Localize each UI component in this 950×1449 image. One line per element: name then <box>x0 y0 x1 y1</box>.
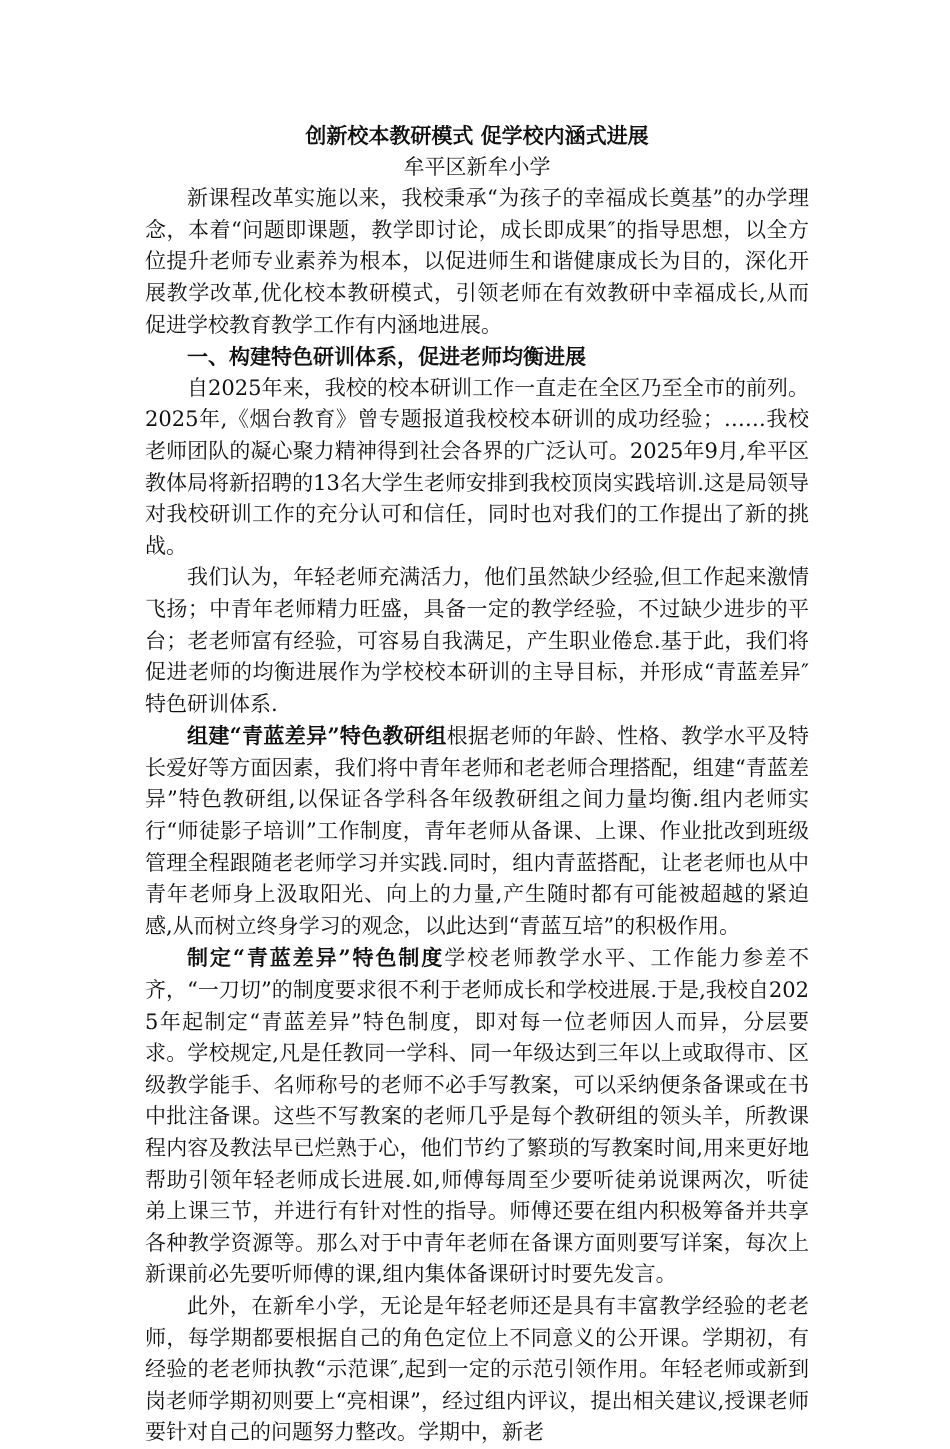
paragraph-1: 自2025年来，我校的校本研训工作一直走在全区乃至全市的前列。2025年,《烟台教育》曾专题报道我校校本研训的成功经验；……我校老师团队的凝心聚力精神得到社会各界的广泛认可。2025年9月,牟平区教体局将新招聘的13名大学生老师安排到我校顶岗实践培训.这是局领导对我校研训工作的充分认可和信任，同时也对我们的工作提出了新的挑战。 <box>145 375 809 558</box>
paragraph-3-lead: 组建“青蓝差异”特色教研组 <box>187 723 447 749</box>
paragraph-3-body: 根据老师的年龄、性格、教学水平及特长爱好等方面因素，我们将中青年老师和老老师合理搭配，组建“青蓝差异”特色教研组,以保证各学科各年级教研组之间力量均衡.组内老师实行“师徒影子培训”工作制度，青年老师从备课、上课、作业批改到班级管理全程跟随老老师学习并实践.同时，组内青蓝搭配，让老老师也从中青年老师身上汲取阳光、向上的力量,产生随时都有可能被超越的紧迫感,从而树立终身学习的观念，以此达到“青蓝互培”的积极作用。 <box>145 724 809 938</box>
paragraph-5: 此外，在新牟小学，无论是年轻老师还是具有丰富教学经验的老老师，每学期都要根据自己的角色定位上不同意义的公开课。学期初，有经验的老老师执教“示范课″,起到一定的示范引领作用。年轻老师或新到岗老师学期初则要上“亮相课”，经过组内评议，提出相关建议,授课老师要针对自己的问题努力整改。学期中，新老 <box>145 1293 809 1445</box>
document-body <box>145 120 809 1449</box>
paragraph-4-lead: 制定“青蓝差异”特色制度 <box>187 945 445 971</box>
document-author: 牟平区新牟小学 <box>403 154 551 179</box>
section-heading-1: 一、构建特色研训体系，促进老师均衡进展 <box>187 344 586 370</box>
document-title: 创新校本教研模式 促学校内涵式进展 <box>305 123 649 148</box>
intro-paragraph: 新课程改革实施以来，我校秉承“为孩子的幸福成长奠基”的办学理念，本着“问题即课题，教学即讨论，成长即成果″的指导思想，以全方位提升老师专业素养为根本，以促进师生和谐健康成长为目的，深化开展教学改革,优化校本教研模式，引领老师在有效教研中幸福成长,从而促进学校教育教学工作有内涵地进展。 <box>145 186 809 337</box>
paragraph-3 <box>145 720 809 942</box>
paragraph-4-body: 学校老师教学水平、工作能力参差不齐，“一刀切”的制度要求很不利于老师成长和学校进展.于是,我校自2025年起制定“青蓝差异”特色制度，即对每一位老师因人而异，分层要求。学校规定,凡是任教同一学科、同一年级达到三年以上或取得市、区级教学能手、名师称号的老师不必手写教案，可以采纳便条备课或在书中批注备课。这些不写教案的老师几乎是每个教研组的领头羊，所教课程内容及教法早已烂熟于心，他们节约了繁琐的写教案时间,用来更好地帮助引领年轻老师成长进展.如,师傅每周至少要听徒弟说课两次，听徒弟上课三节，并进行有针对性的指导。师傅还要在组内积极筹备并共享各种教学资源等。那么对于中青年老师在备课方面则要写详案，每次上新课前必先要听师傅的课,组内集体备课研讨时要先发言。 <box>145 946 809 1287</box>
paragraph-4 <box>145 942 809 1291</box>
paragraph-2: 我们认为，年轻老师充满活力，他们虽然缺少经验,但工作起来激情飞扬；中青年老师精力旺盛，具备一定的教学经验，不过缺少进步的平台；老老师富有经验，可容易自我满足，产生职业倦怠.基于此，我们将促进老师的均衡进展作为学校校本研训的主导目标，并形成“青蓝差异″特色研训体系. <box>145 565 809 716</box>
